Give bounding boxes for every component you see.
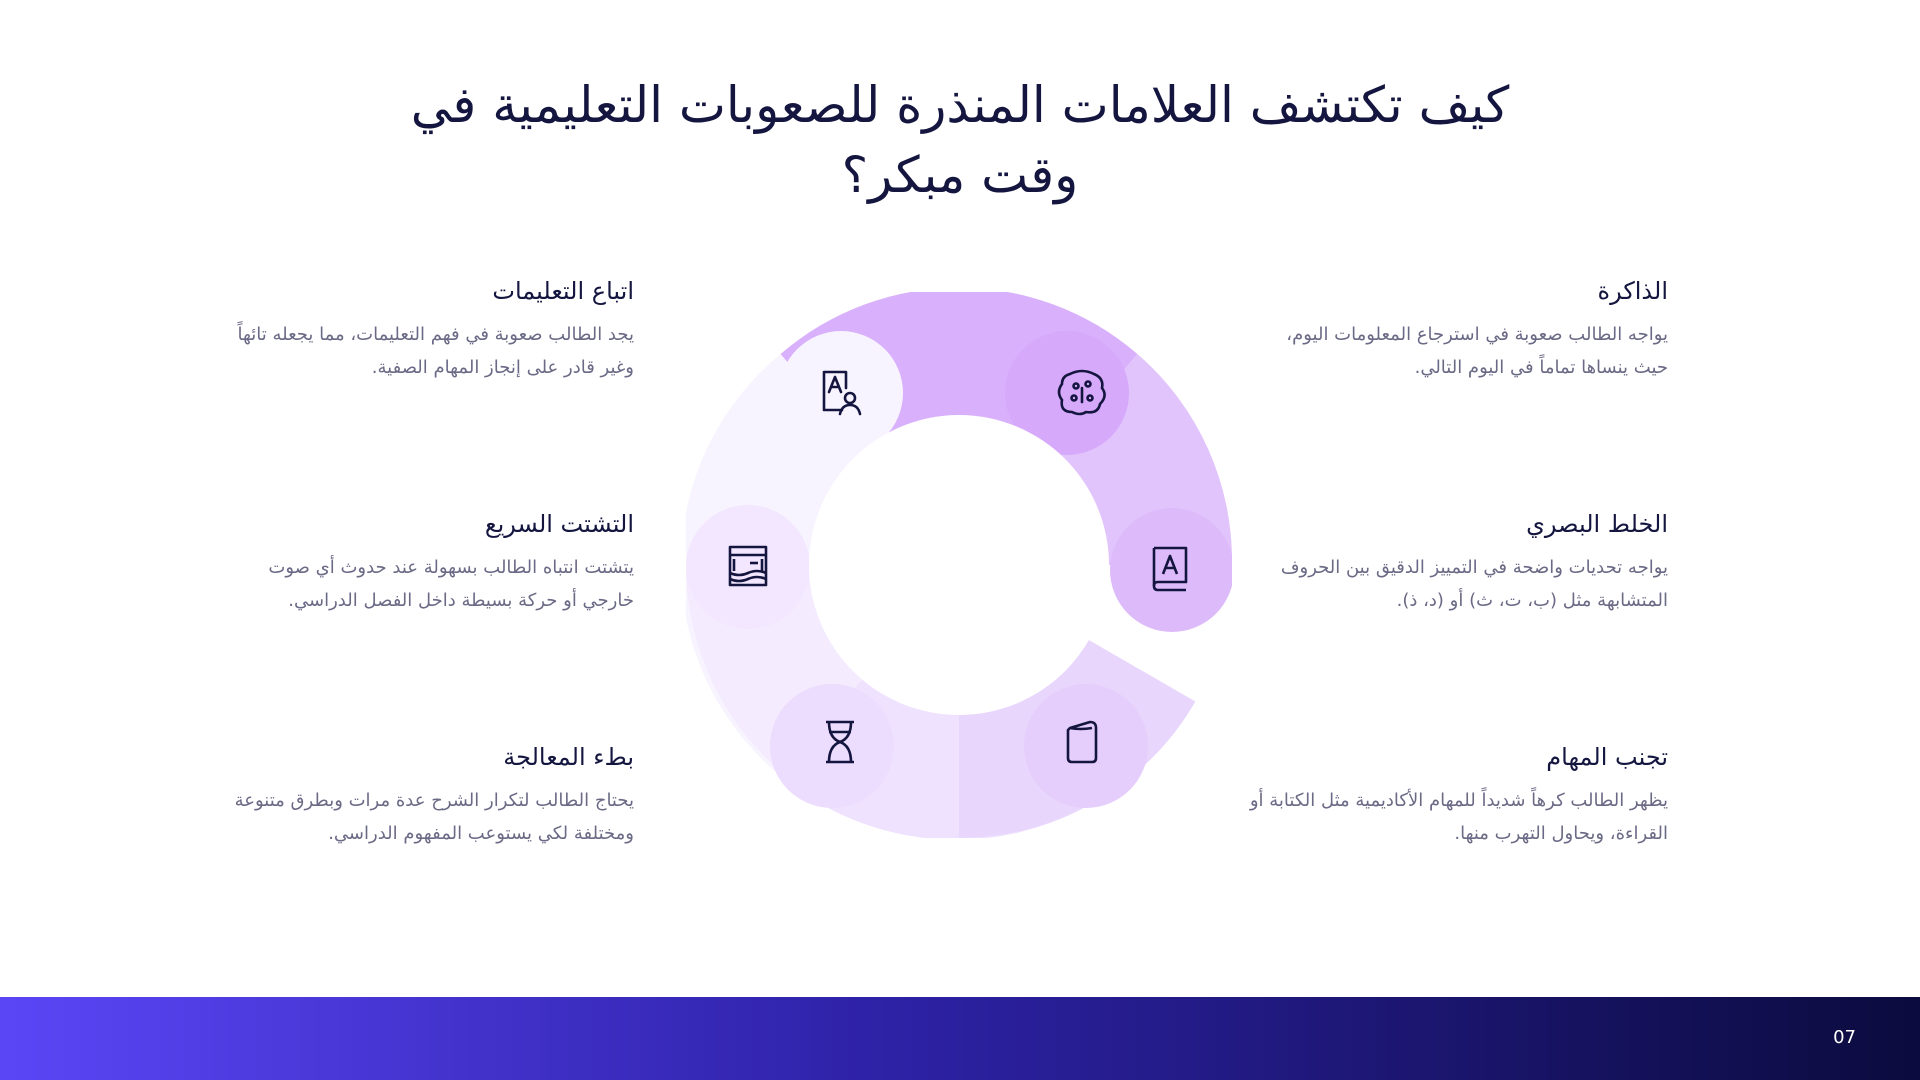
letter-book-icon bbox=[1154, 548, 1186, 590]
item-title: تجنب المهام bbox=[1546, 743, 1668, 771]
teacher-icon bbox=[824, 372, 860, 414]
page-number: 07 bbox=[1833, 1027, 1856, 1048]
cycle-diagram bbox=[686, 292, 1232, 838]
item-title: الخلط البصري bbox=[1526, 510, 1668, 538]
hourglass-icon bbox=[826, 722, 854, 762]
slide-title: كيف تكتشف العلامات المنذرة للصعوبات التعليمية في وقت مبكر؟ bbox=[410, 76, 1510, 204]
item-description: يتشتت انتباه الطالب بسهولة عند حدوث أي صوت خارجي أو حركة بسيطة داخل الفصل الدراسي. bbox=[268, 557, 634, 611]
brain-icon bbox=[1059, 371, 1105, 414]
item-memory bbox=[1248, 274, 1668, 384]
item-title: التشتت السريع bbox=[484, 510, 634, 538]
item-description: يظهر الطالب كرهاً شديداً للمهام الأكاديمية مثل الكتابة أو القراءة، ويحاول التهرب منها. bbox=[1249, 790, 1668, 844]
item-task-avoidance bbox=[1248, 740, 1668, 850]
item-description: يواجه تحديات واضحة في التمييز الدقيق بين الحروف المتشابهة مثل (ب، ت، ث) أو (د، ذ). bbox=[1280, 557, 1668, 611]
item-title: اتباع التعليمات bbox=[492, 277, 634, 305]
item-title: بطء المعالجة bbox=[503, 743, 634, 771]
notebook-icon bbox=[1068, 722, 1096, 762]
item-slow-processing bbox=[214, 740, 634, 850]
window-icon bbox=[730, 547, 766, 585]
item-quick-distraction bbox=[214, 507, 634, 617]
item-description: يجد الطالب صعوبة في فهم التعليمات، مما يجعله تائهاً وغير قادر على إنجاز المهام الصفية. bbox=[237, 324, 634, 378]
item-description: يحتاج الطالب لتكرار الشرح عدة مرات وبطرق متنوعة ومختلفة لكي يستوعب المفهوم الدراسي. bbox=[234, 790, 634, 844]
item-visual-confusion bbox=[1248, 507, 1668, 617]
item-description: يواجه الطالب صعوبة في استرجاع المعلومات اليوم، حيث ينساها تماماً في اليوم التالي. bbox=[1286, 324, 1668, 378]
item-title: الذاكرة bbox=[1597, 277, 1668, 305]
item-following-instructions bbox=[214, 274, 634, 384]
footer-bar bbox=[0, 997, 1920, 1080]
